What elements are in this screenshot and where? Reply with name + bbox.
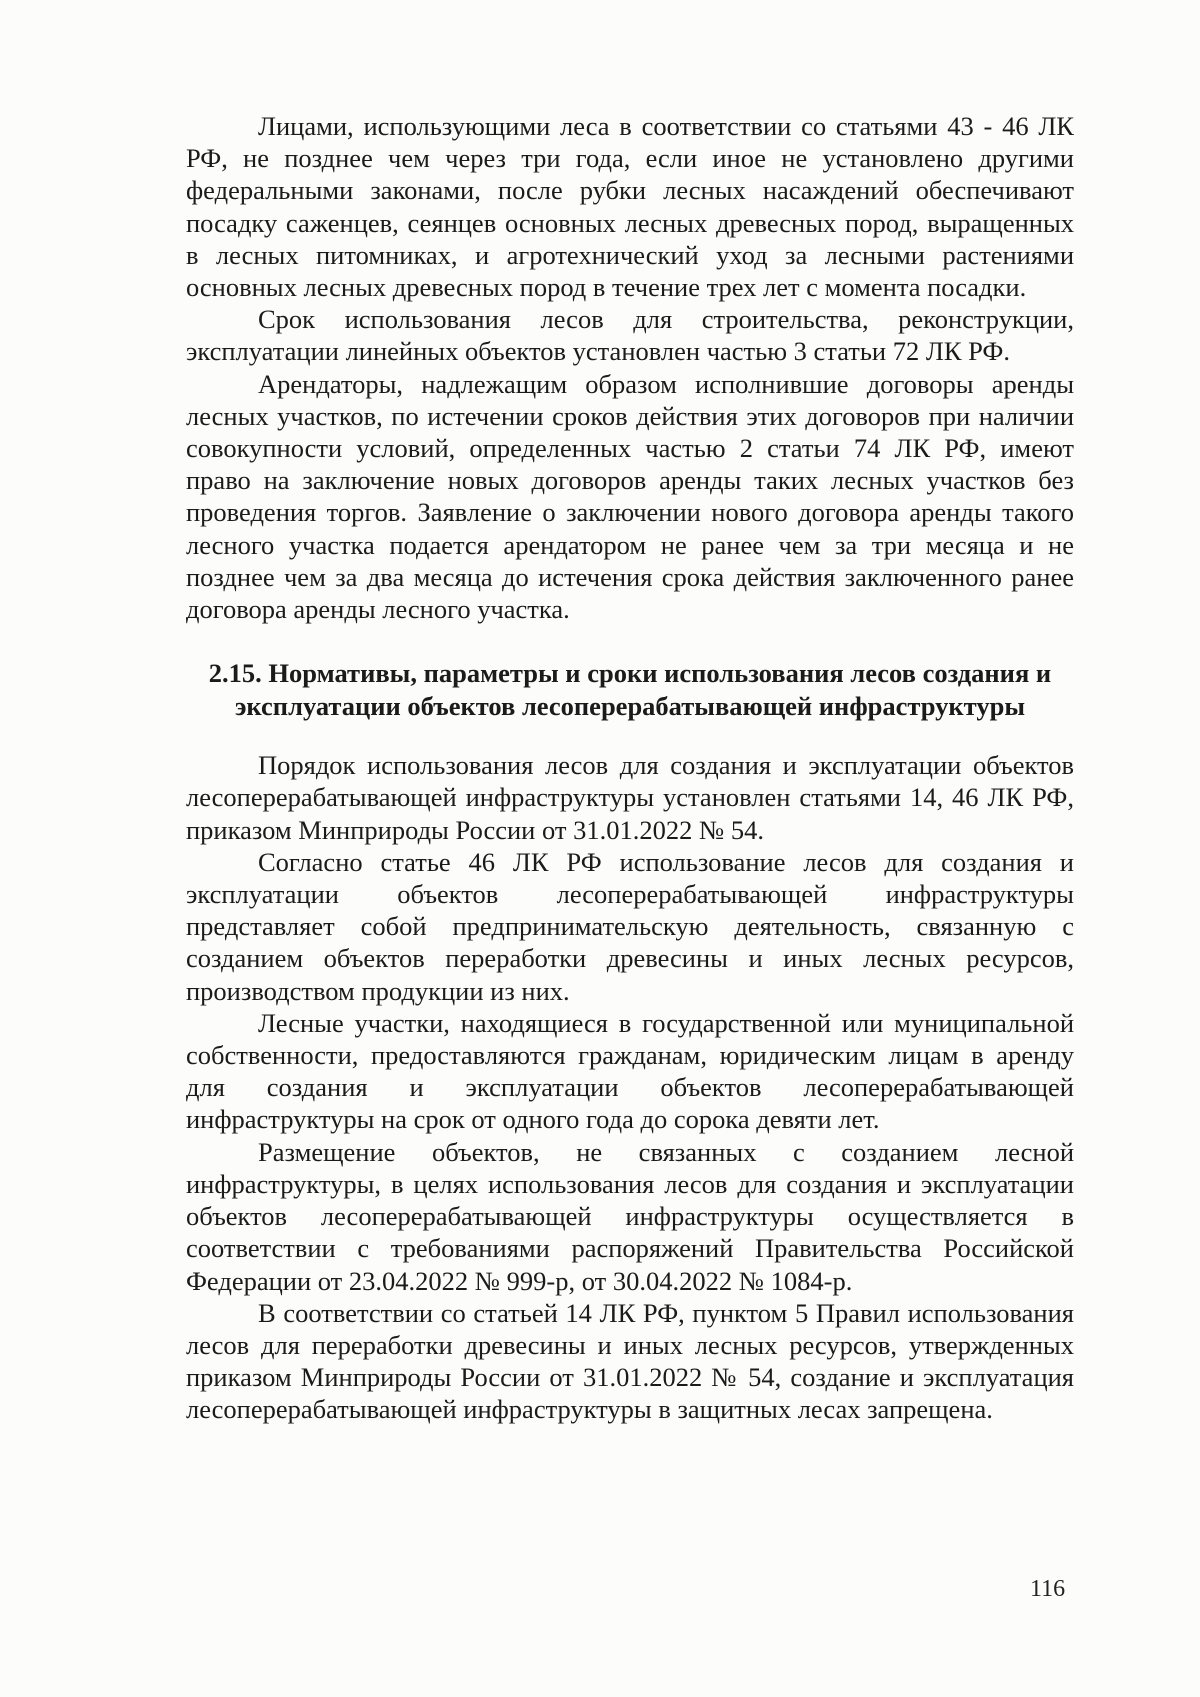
paragraph-reforestation-obligation: Лицами, использующими леса в соответствии со статьями 43 - 46 ЛК РФ, не позднее чем через три года, если иное не установлено другими федеральными законами, после рубки лесных насаждений обеспечивают посадку саженцев, сеянцев основных лесных древесных пород, выращенных в лесных питомниках, и агротехнический уход за лесными растениями основных лесных древесных пород в течение трех лет с момента посадки. — [186, 111, 1074, 303]
paragraph-usage-procedure: Порядок использования лесов для создания и эксплуатации объектов лесоперерабатывающей инфраструктуры установлен статьями 14, 46 ЛК РФ, приказом Минприроды России от 31.01.2022 № 54. — [186, 750, 1074, 845]
section-heading: 2.15. Нормативы, параметры и сроки использования лесов создания и эксплуатации объектов лесоперерабатывающей инфраструктуры — [208, 658, 1052, 722]
paragraph-lease-renewal: Арендаторы, надлежащим образом исполнившие договоры аренды лесных участков, по истечении сроков действия этих договоров при наличии совокупности условий, определенных частью 2 статьи 74 ЛК РФ, имеют право на заключение новых договоров аренды таких лесных участков без проведения торгов. Заявление о заключении нового договора аренды такого лесного участка подается арендатором не ранее чем за три месяца и не позднее чем за два месяца до истечения срока действия заключенного ранее договора аренды лесного участка. — [186, 368, 1074, 625]
document-body — [186, 110, 1074, 1426]
page-number: 116 — [1030, 1576, 1066, 1602]
paragraph-linear-objects-term: Срок использования лесов для строительства, реконструкции, эксплуатации линейных объектов установлен частью 3 статьи 72 ЛК РФ. — [186, 304, 1074, 367]
paragraph-placement-requirements: Размещение объектов, не связанных с созданием лесной инфраструктуры, в целях использования лесов для создания и эксплуатации объектов лесоперерабатывающей инфраструктуры осуществляется в соответствии с требованиями распоряжений Правительства Российской Федерации от 23.04.2022 № 999-р, от 30.04.2022 № 1084-р. — [186, 1136, 1074, 1296]
paragraph-lease-term: Лесные участки, находящиеся в государственной или муниципальной собственности, предоставляются гражданам, юридическим лицам в аренду для создания и эксплуатации объектов лесоперерабатывающей инфраструктуры на срок от одного года до сорока девяти лет. — [186, 1007, 1074, 1135]
paragraph-article-46: Согласно статье 46 ЛК РФ использование лесов для создания и эксплуатации объектов лесоперерабатывающей инфраструктуры представляет собой предпринимательскую деятельность, связанную с созданием объектов переработки древесины и иных лесных ресурсов, производством продукции из них. — [186, 846, 1074, 1006]
paragraph-protective-forests-ban: В соответствии со статьей 14 ЛК РФ, пунктом 5 Правил использования лесов для переработки древесины и иных лесных ресурсов, утвержденных приказом Минприроды России от 31.01.2022 № 54, создание и эксплуатация лесоперерабатывающей инфраструктуры в защитных лесах запрещена. — [186, 1297, 1074, 1425]
